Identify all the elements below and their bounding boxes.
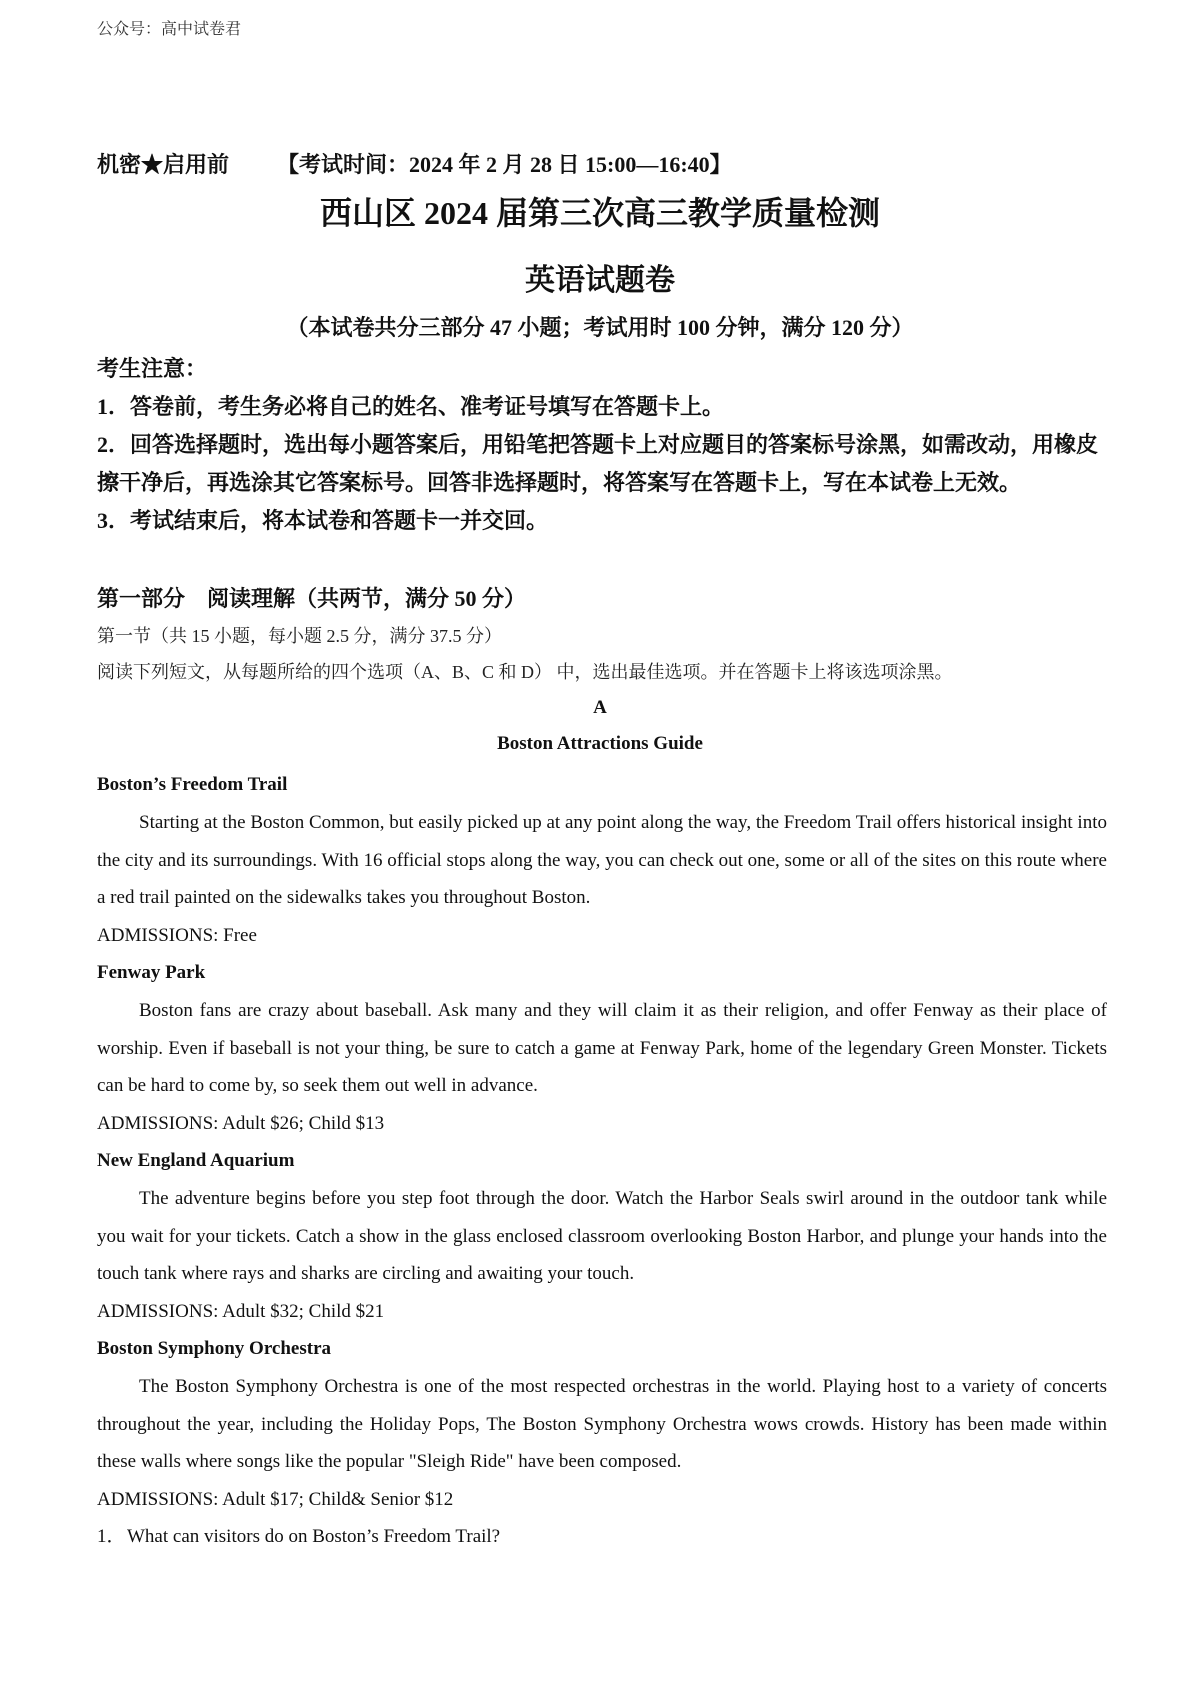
attraction-admissions: ADMISSIONS: Adult $32; Child $21 [97, 1300, 385, 1322]
attraction-description: Boston fans are crazy about baseball. Ask many and they will claim it as their religion, and offer Fenway as their place of worship. Even if baseball is not your thing, be sure to catch a game at Fenway Park, home of the legendary Green Monster. Tickets can be hard to come by, so seek them out well in advance. [97, 1000, 1107, 1096]
question-number: 1． [97, 1526, 126, 1547]
header-note: 公众号：高中试卷君 [97, 21, 242, 38]
subsection-title: 第一节（共 15 小题，每小题 2.5 分，满分 37.5 分） [97, 626, 502, 646]
attraction-description: The Boston Symphony Orchestra is one of the most respected orchestras in the world. Playing host to a variety of concerts throughout the year, including the Holiday Pops, The Boston Symphony Orchestra wows crowds. History has been made within these walls where songs like the popular "Sleigh Ride" have been composed. [97, 1376, 1107, 1472]
notice-heading: 考生注意： [97, 356, 208, 381]
attraction-admissions: ADMISSIONS: Free [97, 924, 257, 946]
attraction-heading: Boston Symphony Orchestra [97, 1338, 332, 1359]
section-intro [97, 580, 1107, 690]
exam-time: 【考试时间：2024 年 2 月 28 日 15:00—16:40】 [277, 152, 732, 177]
attraction-description: Starting at the Boston Common, but easily picked up at any point along the way, the Freedom Trail offers historical insight into the city and its surroundings. With 16 official stops along the way, you can check out one, some or all of the sites on this route where a red trail painted on the sidewalks takes you throughout Boston. [97, 812, 1107, 908]
exam-info: （本试卷共分三部分 47 小题；考试用时 100 分钟，满分 120 分） [286, 315, 914, 340]
attraction-admissions: ADMISSIONS: Adult $26; Child $13 [97, 1112, 385, 1134]
passage-body [97, 766, 1107, 1556]
exam-title: 西山区 2024 届第三次高三教学质量检测 [319, 195, 880, 231]
passage-letter: A [593, 697, 607, 718]
attraction-description: The adventure begins before you step foot through the door. Watch the Harbor Seals swirl around in the outdoor tank while you wait for your tickets. Catch a show in the glass enclosed classroom overlooking Boston Harbor, and plunge your hands into the touch tank where rays and sharks are circling and awaiting your touch. [97, 1188, 1107, 1284]
question-text: What can visitors do on Boston’s Freedom Trail? [127, 1526, 501, 1547]
exam-subtitle: 英语试题卷 [525, 264, 675, 297]
notice-item: 3．考试结束后，将本试卷和答题卡一并交回。 [97, 508, 549, 533]
notice-item: 1．答卷前，考生务必将自己的姓名、准考证号填写在答题卡上。 [97, 394, 725, 419]
passage-title: Boston Attractions Guide [497, 733, 703, 754]
attraction-heading: Fenway Park [97, 962, 206, 983]
attraction-heading: Boston’s Freedom Trail [97, 774, 288, 795]
exam-meta-line [97, 148, 732, 179]
section-instruction: 阅读下列短文，从每题所给的四个选项（A、B、C 和 D） 中，选出最佳选项。并在答题卡上将该选项涂黑。 [97, 662, 953, 682]
question-item [97, 1518, 1107, 1556]
notice-item: 2．回答选择题时，选出每小题答案后，用铅笔把答题卡上对应题目的答案标号涂黑，如需改动，用橡皮擦干净后，再选涂其它答案标号。回答非选择题时，将答案写在答题卡上，写在本试卷上无效。 [97, 432, 1099, 495]
attraction-admissions: ADMISSIONS: Adult $17; Child& Senior $12 [97, 1488, 454, 1510]
part-title: 第一部分 阅读理解（共两节，满分 50 分） [97, 586, 527, 611]
confidential-label: 机密★启用前 [97, 152, 230, 177]
candidate-notice [97, 350, 1107, 540]
attraction-heading: New England Aquarium [97, 1150, 295, 1171]
